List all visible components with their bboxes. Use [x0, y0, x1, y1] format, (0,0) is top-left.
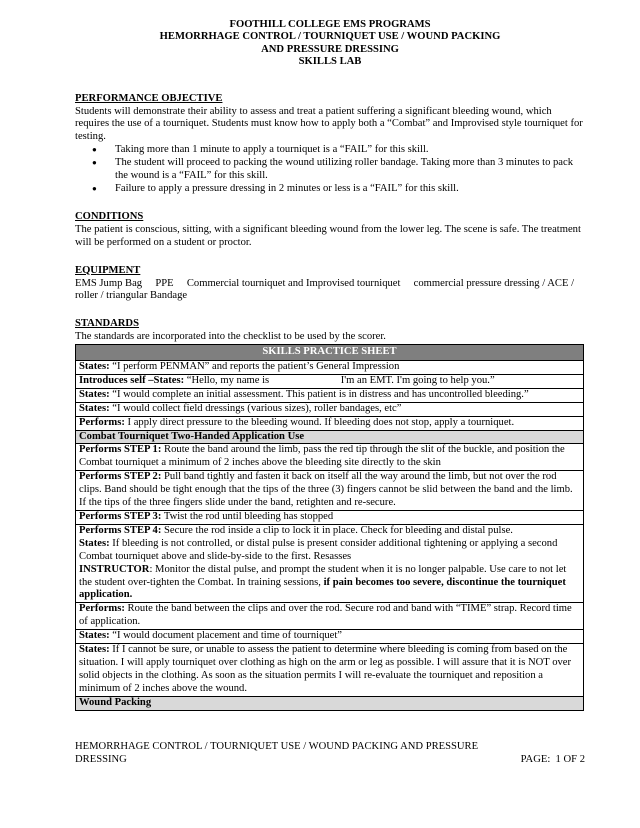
row-text: “I would collect field dressings (various sizes), roller bandages, etc”: [109, 402, 402, 414]
document-page: [75, 0, 585, 711]
footer-title: HEMORRHAGE CONTROL / TOURNIQUET USE / WOUND PACKING AND PRESSURE DRESSING: [75, 741, 479, 765]
row-text: If bleeding is not controlled, or distal pulse is present consider additional tightening or applying a second Combat tourniquet above and slide-by-side to the first. Resasses: [79, 537, 558, 562]
header-line-2: HEMORRHAGE CONTROL / TOURNIQUET USE / WOUND PACKING: [159, 31, 501, 43]
header-line-3: AND PRESSURE DRESSING: [261, 43, 399, 55]
sheet-row: [76, 361, 584, 375]
row-text: “I would document placement and time of tourniquet”: [109, 630, 343, 642]
equipment-title: EQUIPMENT: [75, 264, 141, 276]
sheet-row: [76, 603, 584, 630]
conditions-text: The patient is conscious, sitting, with a significant bleeding wound from the lower leg. The scene is safe. The treatment will be performed on a student or proctor.: [75, 223, 581, 248]
bullet-item: ● Taking more than 1 minute to apply a tourniquet is a “FAIL” for this skill.: [115, 144, 585, 157]
row-text: Route the band around the limb, pass the red tip through the slit of the buckle, and position the Combat tourniquet a minimum of 2 inches above the bleeding site directly to the skin: [79, 444, 565, 469]
sheet-row: [76, 416, 584, 430]
row-label: States:: [79, 402, 110, 414]
sheet-banner: SKILLS PRACTICE SHEET: [76, 345, 584, 361]
objective-title: PERFORMANCE OBJECTIVE: [75, 92, 223, 104]
standards-title: STANDARDS: [75, 318, 139, 330]
sheet-row: [76, 471, 584, 511]
section-heading-row: [76, 430, 584, 444]
bullet-item: ● The student will proceed to packing the wound utilizing roller bandage. Taking more than 3 minutes to pack the wound is a “FAIL” for this skill.: [115, 157, 585, 183]
instructor-label: INSTRUCTOR: [79, 563, 150, 575]
row-text: Secure the rod inside a clip to lock it in place. Check for bleeding and distal pulse.: [161, 524, 513, 536]
row-label: States:: [79, 537, 110, 549]
row-label: Performs:: [79, 603, 125, 615]
bullet-item: ● Failure to apply a pressure dressing in 2 minutes or less is a “FAIL” for this skill.: [115, 183, 585, 196]
sheet-row: [76, 402, 584, 416]
header-line-4: SKILLS LAB: [298, 56, 362, 68]
row-label: States:: [79, 644, 110, 656]
section-heading: Wound Packing: [79, 696, 152, 708]
row-label: Performs STEP 4:: [79, 524, 162, 536]
equipment-text: EMS Jump Bag PPE Commercial tourniquet and Improvised tourniquet commercial pressure dressing / ACE / roller / triangular Bandage: [75, 277, 575, 302]
row-text: “I would complete an initial assessment. This patient is in distress and has uncontrolled bleeding.”: [109, 388, 529, 400]
row-label: Performs STEP 3:: [79, 511, 162, 522]
row-text: Twist the rod until bleeding has stopped: [161, 511, 334, 522]
objective-text: Students will demonstrate their ability to assess and treat a patient suffering a significant bleeding wound, which requires the use of a tourniquet. Students must know how to apply both a “Combat” and Improvised style tourniquet for testing.: [75, 105, 583, 143]
row-label: Introduces self –States:: [79, 374, 185, 386]
page-number: PAGE: 1 OF 2: [520, 754, 585, 765]
row-text: If I cannot be sure, or unable to assess the patient to determine where bleeding is coming from based on the situation. I will apply tourniquet over clothing as high on the arm or leg as possible. I will assure that it is NOT over solid objects in the clothing. As soon as the situation permits I will re-evaluate the tourniquet and reposition a minimum of 2 inches above the wound.: [79, 644, 572, 694]
sheet-row: [76, 524, 584, 602]
sheet-row: [76, 511, 584, 525]
sheet-row: [76, 444, 584, 471]
document-header: [75, 19, 585, 69]
row-label: Performs:: [79, 416, 125, 428]
section-heading: Combat Tourniquet Two-Handed Application Use: [79, 430, 305, 442]
row-text: “I perform PENMAN” and reports the patient’s General Impression: [109, 361, 400, 373]
sheet-row: [76, 630, 584, 644]
row-text: : Monitor the distal pulse, and prompt the student when it is no longer palpable. Use care to not let the student over-tighten the Combat. In training sessions,: [79, 563, 567, 588]
header-line-1: FOOTHILL COLLEGE EMS PROGRAMS: [229, 19, 431, 30]
row-label: States:: [79, 361, 110, 373]
sheet-row: [76, 374, 584, 388]
conditions-title: CONDITIONS: [75, 210, 144, 222]
row-label: States:: [79, 388, 110, 400]
skills-practice-sheet: [75, 344, 584, 710]
row-text: Route the band between the clips and over the rod. Secure rod and band with “TIME” strap. Record time of application.: [79, 603, 572, 628]
sheet-row: [76, 388, 584, 402]
row-text: I apply direct pressure to the bleeding wound. If bleeding does not stop, apply a tourniquet.: [124, 416, 515, 428]
sheet-row: [76, 644, 584, 697]
row-label: Performs STEP 1:: [79, 444, 162, 456]
row-emphasis: if pain becomes too severe, discontinue the tourniquet application.: [79, 576, 566, 601]
row-text: Pull band tightly and fasten it back on itself all the way around the limb, but not over the rod clips. Band should be tight enough that the tips of the three (3) fingers cannot be slid between the band and the limb. If the tips of the three fingers slide under the band, retighten and re-secure.: [79, 471, 573, 509]
objective-bullets: [75, 144, 585, 196]
row-label: Performs STEP 2:: [79, 471, 162, 483]
section-heading-row: [76, 696, 584, 710]
page-footer: [75, 741, 585, 767]
row-text: “Hello, my name is I'm an EMT. I'm going to help you.”: [184, 374, 495, 386]
standards-text: The standards are incorporated into the checklist to be used by the scorer.: [75, 331, 386, 343]
row-label: States:: [79, 630, 110, 642]
